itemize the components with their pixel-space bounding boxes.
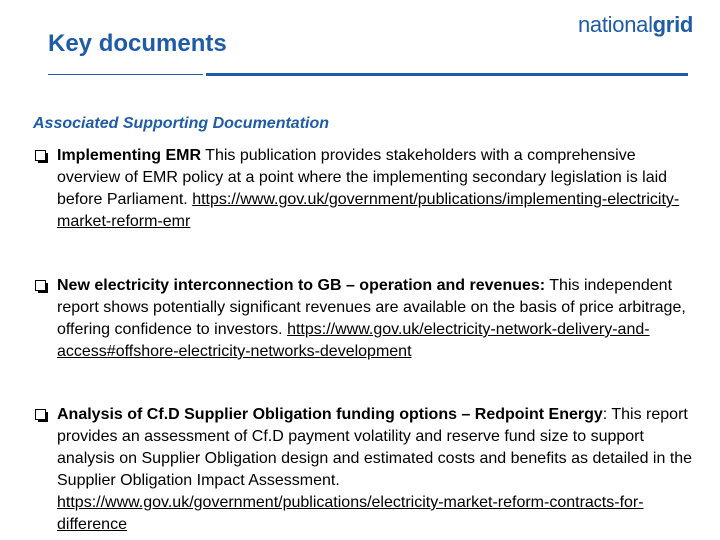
document-description: This independent report shows potentially significant revenues are available on the basis of price arbitrage, offering confidence to investors. bbox=[57, 277, 686, 338]
nationalgrid-logo bbox=[578, 12, 693, 38]
document-item bbox=[33, 275, 698, 363]
document-description: This publication provides stakeholders with a comprehensive overview of EMR policy at a point where the implementing secondary legislation is laid before Parliament. bbox=[57, 147, 668, 208]
title-underline-thick bbox=[206, 73, 688, 76]
checkbox-bullet-icon bbox=[35, 150, 46, 161]
document-title: Implementing EMR bbox=[57, 147, 202, 164]
document-link[interactable]: https://www.gov.uk/electricity-network-delivery-and-access#offshore-electricity-networks-development bbox=[57, 321, 650, 360]
title-underline-thin bbox=[48, 74, 203, 75]
document-description: : This report provides an assessment of Cf.D payment volatility and reserve fund size to support analysis on Supplier Obligation design and estimated costs and benefits as detailed in the Supplier Obligation Impact Assessment. bbox=[57, 406, 693, 489]
checkbox-bullet-icon bbox=[35, 409, 46, 420]
document-item bbox=[33, 404, 698, 536]
document-link[interactable]: https://www.gov.uk/government/publications/implementing-electricity-market-reform-emr bbox=[57, 191, 680, 230]
document-title: Analysis of Cf.D Supplier Obligation funding options – Redpoint Energy bbox=[57, 406, 603, 423]
document-title: New electricity interconnection to GB – operation and revenues: bbox=[57, 277, 546, 294]
document-link[interactable]: https://www.gov.uk/government/publications/electricity-market-reform-contracts-for-difference bbox=[57, 494, 644, 533]
page-title: Key documents bbox=[48, 30, 227, 57]
checkbox-bullet-icon bbox=[35, 280, 46, 291]
document-item bbox=[33, 145, 698, 233]
logo-text-grid: grid bbox=[652, 12, 694, 37]
section-heading: Associated Supporting Documentation bbox=[33, 115, 330, 132]
logo-text-national: national bbox=[578, 12, 653, 37]
